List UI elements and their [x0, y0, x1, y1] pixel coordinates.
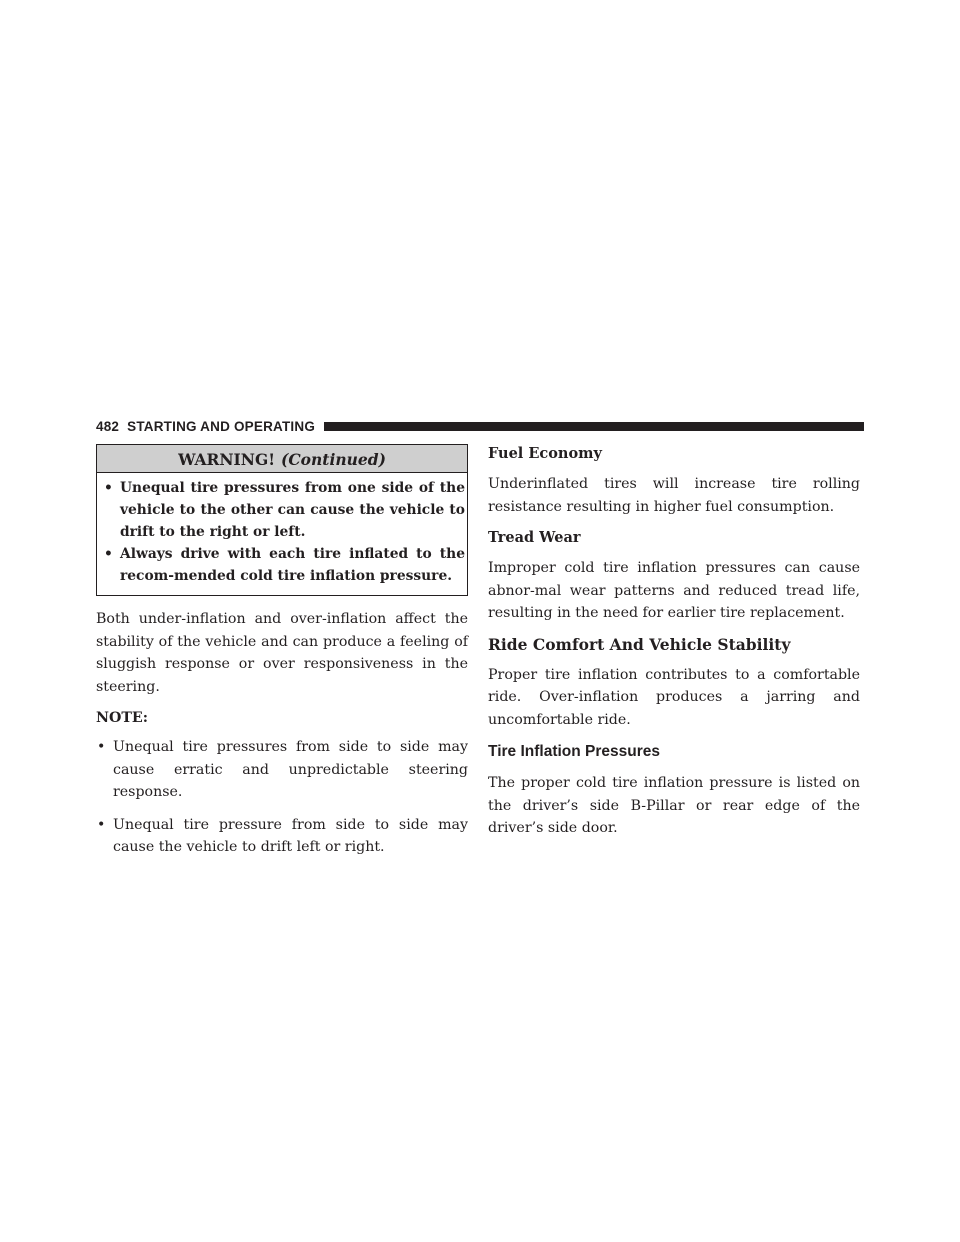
bullet-icon: •	[104, 546, 113, 562]
warning-item	[103, 477, 465, 543]
tread-wear-paragraph: Improper cold tire inflation pressures can cause abnor-mal wear patterns and reduced tread life, resulting in the need for earlier tire replacement.	[488, 560, 860, 621]
bullet-icon: •	[97, 816, 106, 833]
running-header	[96, 417, 864, 435]
warning-item-text: Unequal tire pressures from one side of the vehicle to the other can cause the vehicle to drift to the right or left.	[120, 480, 465, 540]
warning-continued: (Continued)	[281, 450, 386, 469]
fuel-economy-heading: Fuel Economy	[488, 445, 602, 462]
section-title: STARTING AND OPERATING	[127, 418, 316, 434]
bullet-icon: •	[104, 480, 113, 496]
warning-box	[96, 444, 468, 596]
note-list	[96, 736, 468, 859]
page-number: 482	[96, 418, 120, 434]
left-column	[96, 444, 468, 869]
warning-header	[97, 445, 467, 473]
ride-comfort-paragraph: Proper tire inflation contributes to a comfortable ride. Over-inflation produces a jarring and uncomfortable ride.	[488, 666, 860, 728]
warning-item	[103, 543, 465, 587]
bullet-icon: •	[97, 739, 106, 755]
warning-title: WARNING!	[178, 450, 276, 469]
note-item-text: Unequal tire pressures from side to side may cause erratic and unpredictable steering response.	[113, 739, 468, 800]
note-label: NOTE:	[96, 710, 148, 726]
warning-item-text: Always drive with each tire inflated to the recom-mended cold tire inflation pressure.	[120, 546, 465, 584]
ride-comfort-heading: Ride Comfort And Vehicle Stability	[488, 634, 791, 654]
stability-paragraph: Both under-inflation and over-inflation affect the stability of the vehicle and can produce a feeling of sluggish response or over responsiveness in the steering.	[96, 611, 468, 695]
tire-inflation-pressures-paragraph: The proper cold tire inflation pressure is listed on the driver’s side B-Pillar or rear edge of the driver’s side door.	[488, 775, 860, 836]
note-item	[96, 814, 468, 859]
header-rule	[324, 422, 864, 431]
warning-list	[97, 473, 467, 595]
fuel-economy-paragraph: Underinflated tires will increase tire rolling resistance resulting in higher fuel consumption.	[488, 476, 860, 515]
note-item	[96, 736, 468, 804]
note-item-text: Unequal tire pressure from side to side may cause the vehicle to drift left or right.	[113, 816, 468, 855]
tire-inflation-pressures-heading: Tire Inflation Pressures	[488, 743, 660, 760]
right-column	[488, 444, 860, 850]
tread-wear-heading: Tread Wear	[488, 529, 581, 546]
